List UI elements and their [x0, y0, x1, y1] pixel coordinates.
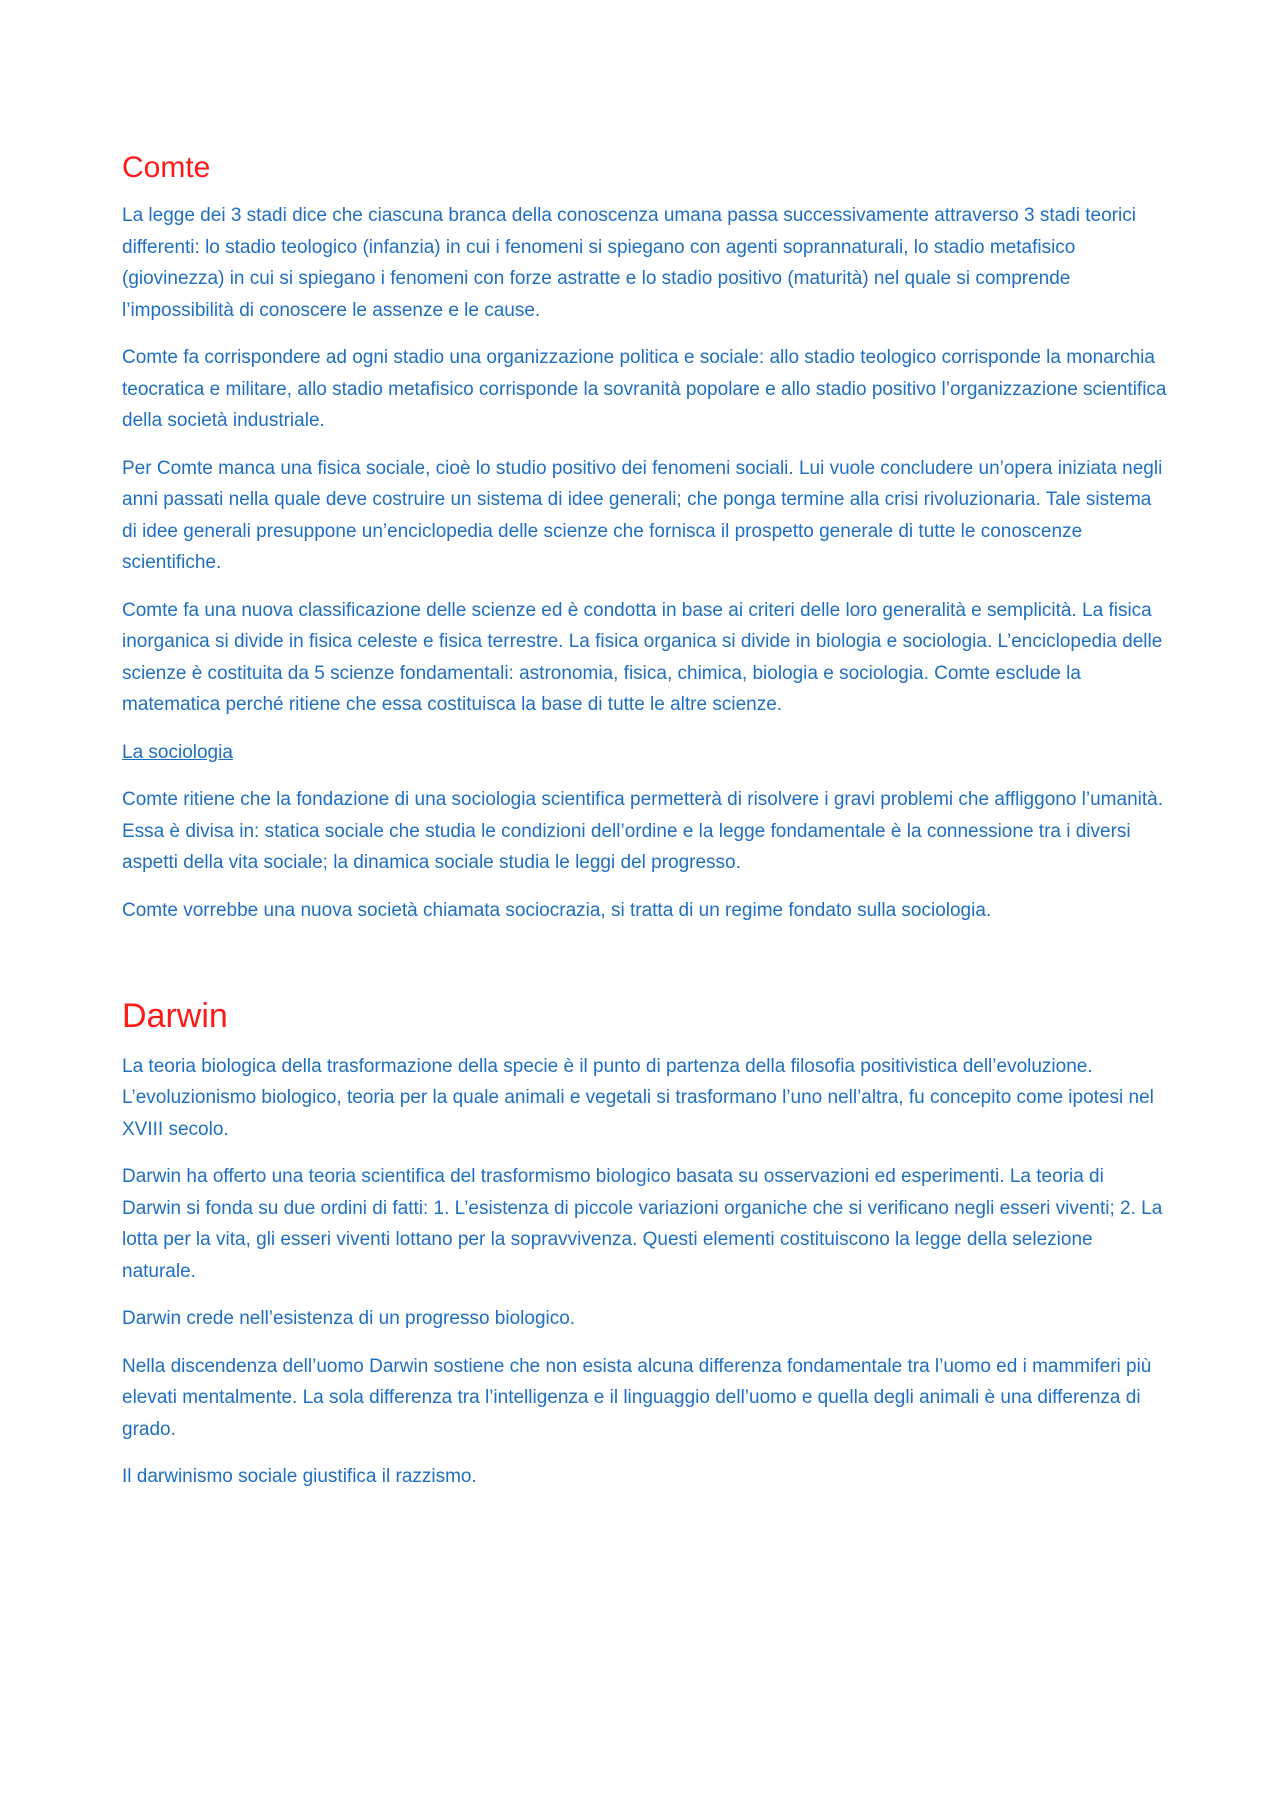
- paragraph-darwin-4: Nella discendenza dell’uomo Darwin sostiene che non esista alcuna differenza fondamentale tra l’uomo ed i mammiferi più elevati mentalmente. La sola differenza tra l’intelligenza e il linguaggio dell’uomo e quella degli animali è una differenza di grado.: [122, 1355, 1152, 1440]
- subheading-la-sociologia: La sociologia: [122, 741, 233, 763]
- paragraph-darwin-2: Darwin ha offerto una teoria scientifica del trasformismo biologico basata su osservazioni ed esperimenti. La teoria di Darwin si fonda su due ordini di fatti: 1. L’esistenza di piccole variazioni organiche che si verificano negli esseri viventi; 2. La lotta per la vita, gli esseri viventi lottano per la sopravvivenza. Questi elementi costituiscono la legge della selezione naturale.: [122, 1166, 1163, 1282]
- document-page: [122, 150, 1167, 1509]
- paragraph-darwin-5: Il darwinismo sociale giustifica il razzismo.: [122, 1466, 477, 1488]
- section-darwin: [122, 996, 1167, 1493]
- paragraph-comte-6: Comte vorrebbe una nuova società chiamata sociocrazia, si tratta di un regime fondato sulla sociologia.: [122, 899, 992, 921]
- paragraph-comte-3: Per Comte manca una fisica sociale, cioè lo studio positivo dei fenomeni sociali. Lui vuole concludere un’opera iniziata negli anni passati nella quale deve costruire un sistema di idee generali; che ponga termine alla crisi rivoluzionaria. Tale sistema di idee generali presuppone un’enciclopedia delle scienze che fornisca il prospetto generale di tutte le conoscenze scientifiche.: [122, 457, 1163, 573]
- paragraph-darwin-3: Darwin crede nell’esistenza di un progresso biologico.: [122, 1308, 576, 1330]
- heading-comte: Comte: [122, 151, 211, 184]
- heading-darwin: Darwin: [122, 997, 228, 1035]
- paragraph-comte-1: La legge dei 3 stadi dice che ciascuna branca della conoscenza umana passa successivamente attraverso 3 stadi teorici differenti: lo stadio teologico (infanzia) in cui i fenomeni si spiegano con agenti soprannaturali, lo stadio metafisico (giovinezza) in cui si spiegano i fenomeni con forze astratte e lo stadio positivo (maturità) nel quale si comprende l’impossibilità di conoscere le assenze e le cause.: [122, 205, 1136, 321]
- paragraph-comte-2: Comte fa corrispondere ad ogni stadio una organizzazione politica e sociale: allo stadio teologico corrisponde la monarchia teocratica e militare, allo stadio metafisico corrisponde la sovranità popolare e allo stadio positivo l’organizzazione scientifica della società industriale.: [122, 347, 1167, 431]
- paragraph-comte-5: Comte ritiene che la fondazione di una sociologia scientifica permetterà di risolvere i gravi problemi che affliggono l’umanità. Essa è divisa in: statica sociale che studia le condizioni dell’ordine e la legge fondamentale è la connessione tra i diversi aspetti della vita sociale; la dinamica sociale studia le leggi del progresso.: [122, 789, 1163, 873]
- paragraph-comte-4: Comte fa una nuova classificazione delle scienze ed è condotta in base ai criteri delle loro generalità e semplicità. La fisica inorganica si divide in fisica celeste e fisica terrestre. La fisica organica si divide in biologia e sociologia. L’enciclopedia delle scienze è costituita da 5 scienze fondamentali: astronomia, fisica, chimica, biologia e sociologia. Comte esclude la matematica perché ritiene che essa costituisca la base di tutte le altre scienze.: [122, 599, 1163, 715]
- section-comte: [122, 150, 1167, 926]
- paragraph-darwin-1: La teoria biologica della trasformazione della specie è il punto di partenza della filosofia positivistica dell’evoluzione. L’evoluzionismo biologico, teoria per la quale animali e vegetali si trasformano l’uno nell’altra, fu concepito come ipotesi nel XVIII secolo.: [122, 1055, 1154, 1140]
